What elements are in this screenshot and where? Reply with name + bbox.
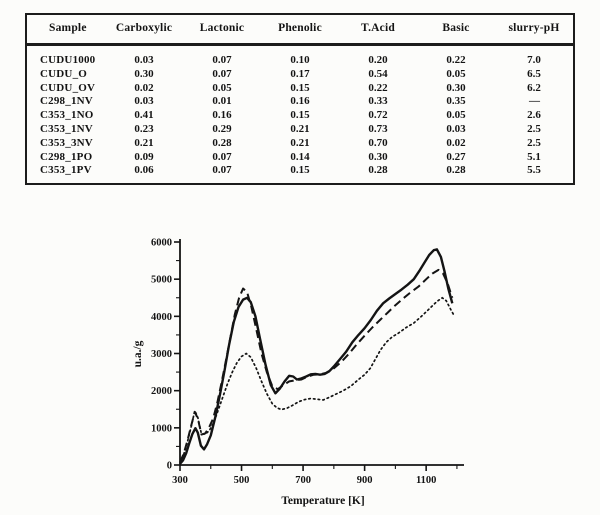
x-tick-label: 300 [172, 475, 188, 486]
chart-series [180, 249, 455, 464]
value-cell: 0.05 [446, 67, 466, 80]
value-cell: 0.05 [446, 109, 466, 122]
value-cell: 0.28 [446, 164, 466, 177]
y-tick-label: 3000 [151, 349, 172, 360]
value-cell: 0.05 [212, 81, 232, 94]
value-cell: 0.41 [134, 109, 154, 122]
value-cell: 5.5 [527, 164, 541, 177]
value-cell: 2.6 [527, 109, 541, 122]
y-axis-label: u.a./g [132, 340, 144, 368]
value-cell: 0.28 [212, 136, 232, 149]
value-cell: 0.23 [134, 122, 154, 135]
value-cell: 0.07 [212, 150, 232, 163]
table-row [27, 82, 573, 96]
value-cell: 0.09 [134, 150, 154, 163]
header-row [27, 15, 573, 45]
column-header: slurry-pH [495, 15, 573, 45]
table-row [27, 123, 573, 137]
table-row [27, 95, 573, 109]
table-row [27, 164, 573, 178]
solid-curve [180, 249, 452, 464]
dotted-curve [180, 298, 455, 463]
chart-canvas [128, 228, 480, 515]
value-cell: 0.15 [290, 109, 310, 122]
value-cell: 0.21 [134, 136, 154, 149]
value-cell: — [529, 95, 539, 108]
sample-name-cell: C353_3NV [40, 136, 93, 149]
value-cell: 0.02 [134, 81, 154, 94]
x-tick-label: 700 [295, 475, 311, 486]
sample-name-cell: CUDU_OV [40, 81, 96, 94]
value-cell: 0.72 [368, 109, 388, 122]
dashed-curve [180, 270, 452, 462]
y-tick-label: 5000 [151, 274, 172, 286]
acidity-table-header [27, 15, 573, 45]
table-row [27, 68, 573, 82]
y-tick-label: 2000 [151, 386, 172, 398]
table-row [27, 137, 573, 151]
column-header: Lactonic [183, 15, 261, 45]
value-cell: 0.28 [368, 164, 388, 177]
value-cell: 0.16 [290, 95, 310, 108]
value-cell: 0.06 [134, 164, 154, 177]
value-cell: 0.15 [290, 81, 310, 94]
sample-name-cell: CUDU_O [40, 67, 88, 80]
value-cell: 0.01 [212, 95, 232, 108]
value-cell: 5.1 [527, 150, 541, 163]
value-cell: 0.07 [212, 54, 232, 66]
value-cell: 0.30 [134, 67, 154, 80]
value-cell: 0.10 [290, 54, 310, 66]
column-header: T.Acid [339, 15, 417, 45]
x-tick-label: 900 [356, 475, 373, 486]
value-cell: 0.70 [368, 136, 388, 149]
value-cell: 0.16 [212, 109, 232, 122]
y-tick-label: 6000 [151, 237, 172, 249]
y-tick-label: 4000 [151, 311, 172, 323]
value-cell: 0.02 [446, 136, 466, 149]
value-cell: 2.5 [527, 122, 541, 135]
x-tick-label: 1100 [415, 475, 437, 486]
value-cell: 0.07 [212, 67, 232, 80]
value-cell: 0.07 [212, 164, 232, 177]
value-cell: 0.35 [446, 95, 466, 108]
value-cell: 7.0 [527, 54, 541, 66]
y-tick-label: 1000 [151, 423, 172, 435]
value-cell: 0.15 [290, 164, 310, 177]
acidity-table [27, 15, 573, 178]
value-cell: 0.54 [368, 67, 388, 80]
value-cell: 0.03 [134, 54, 154, 66]
sample-name-cell: C298_1PO [40, 150, 93, 163]
value-cell: 0.21 [290, 122, 310, 135]
value-cell: 0.30 [368, 150, 388, 163]
value-cell: 0.22 [446, 54, 466, 66]
table-row [27, 151, 573, 165]
value-cell: 0.27 [446, 150, 466, 163]
column-header: Carboxylic [105, 15, 183, 45]
sample-name-cell: C353_1NO [40, 109, 94, 122]
column-header: Basic [417, 15, 495, 45]
table-row [27, 45, 573, 68]
value-cell: 0.22 [368, 81, 388, 94]
value-cell: 0.17 [290, 67, 310, 80]
value-cell: 6.2 [527, 81, 541, 94]
y-tick-label: 0 [166, 460, 172, 472]
value-cell: 0.73 [368, 122, 388, 135]
sample-name-cell: C298_1NV [40, 95, 93, 108]
value-cell: 0.03 [446, 122, 466, 135]
acidity-table-box [25, 13, 575, 185]
column-header: Sample [27, 15, 105, 45]
value-cell: 6.5 [527, 67, 541, 80]
value-cell: 2.5 [527, 136, 541, 149]
x-axis-label: Temperature [K] [281, 495, 365, 507]
x-tick-label: 500 [233, 475, 250, 486]
value-cell: 0.14 [290, 150, 310, 163]
sample-name-cell: C353_1PV [40, 164, 92, 177]
value-cell: 0.03 [134, 95, 154, 108]
value-cell: 0.33 [368, 95, 388, 108]
tpd-line-chart [128, 228, 480, 515]
sample-name-cell: C353_1NV [40, 122, 93, 135]
table-row [27, 109, 573, 123]
column-header: Phenolic [261, 15, 339, 45]
value-cell: 0.20 [368, 54, 388, 66]
value-cell: 0.30 [446, 81, 466, 94]
value-cell: 0.21 [290, 136, 310, 149]
acidity-table-body [27, 45, 573, 179]
value-cell: 0.29 [212, 122, 232, 135]
sample-name-cell: CUDU1000 [40, 54, 96, 66]
